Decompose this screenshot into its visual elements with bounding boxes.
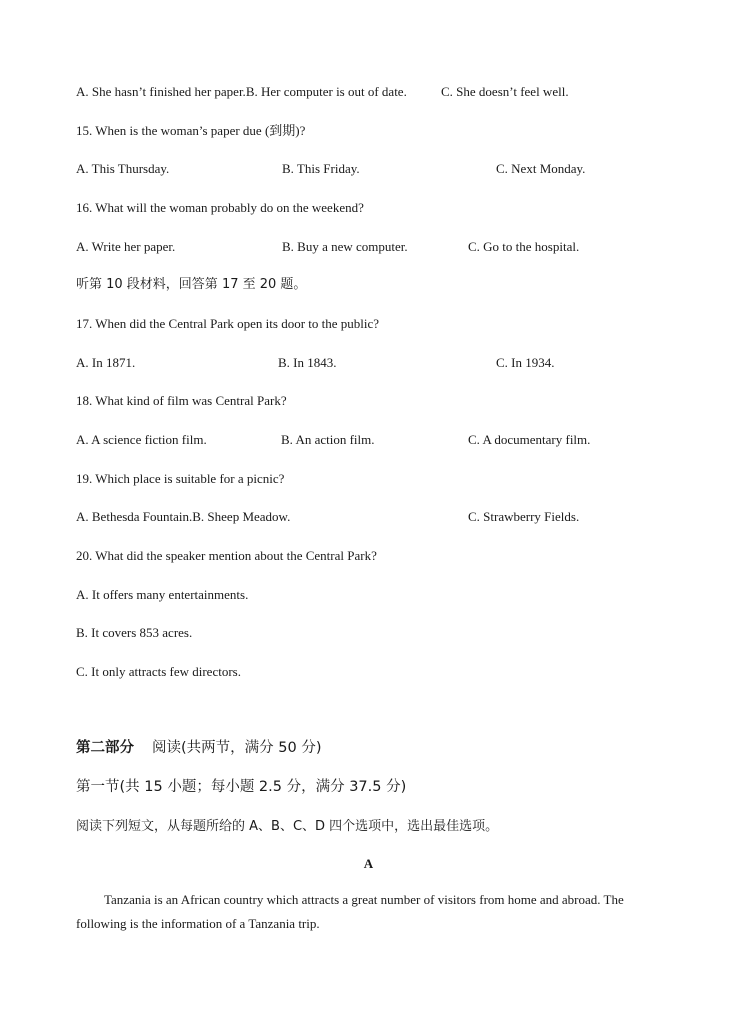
q14-option-c: C. She doesn’t feel well. (441, 84, 569, 99)
question-20: 20. What did the speaker mention about the Central Park? (76, 548, 377, 563)
listening-instruction: 听第 10 段材料，回答第 17 至 20 题。 (76, 277, 307, 292)
q14-option-b: B. Her computer is out of date. (245, 84, 407, 99)
reading-instruction: 阅读下列短文，从每题所给的 A、B、C、D 四个选项中，选出最佳选项。 (76, 819, 499, 834)
question-19: 19. Which place is suitable for a picnic? (76, 471, 285, 486)
question-14-options (76, 84, 407, 100)
section-one-heading (76, 778, 406, 796)
q15-option-b: B. This Friday. (282, 161, 360, 176)
question-16: 16. What will the woman probably do on the weekend? (76, 200, 364, 215)
q20-option-b: B. It covers 853 acres. (76, 625, 193, 640)
question-18: 18. What kind of film was Central Park? (76, 393, 287, 408)
question-17: 17. When did the Central Park open its door to the public? (76, 316, 380, 331)
q17-option-c: C. In 1934. (496, 355, 555, 370)
question-15: 15. When is the woman’s paper due (到期)? (76, 123, 306, 138)
q14-option-a: A. She hasn’t finished her paper. (76, 84, 246, 99)
passage-paragraph: Tanzania is an African country which attracts a great number of visitors from home and abroad. The following is the information of a Tanzania trip. (76, 892, 624, 931)
passage-letter: A (363, 856, 374, 871)
q15-option-c: C. Next Monday. (496, 161, 586, 176)
q20-option-a: A. It offers many entertainments. (76, 587, 249, 602)
q16-option-a: A. Write her paper. (76, 239, 176, 254)
question-19-options (76, 509, 290, 525)
q18-option-b: B. An action film. (281, 432, 375, 447)
q19-option-c: C. Strawberry Fields. (468, 509, 580, 524)
part-two-title: 阅读(共两节，满分 50 分) (152, 740, 322, 756)
q19-option-a: A. Bethesda Fountain. (76, 509, 193, 524)
q18-option-a: A. A science fiction film. (76, 432, 207, 447)
q17-option-b: B. In 1843. (278, 355, 337, 370)
q19-option-b: B. Sheep Meadow. (192, 509, 291, 524)
part-two-label: 第二部分 (76, 740, 134, 756)
q16-option-b: B. Buy a new computer. (282, 239, 408, 254)
q18-option-c: C. A documentary film. (468, 432, 591, 447)
section-one-title: 第一节(共 15 小题；每小题 2.5 分，满分 37.5 分) (76, 779, 407, 795)
part-two-heading (76, 739, 321, 757)
q20-option-c: C. It only attracts few directors. (76, 664, 241, 679)
q16-option-c: C. Go to the hospital. (468, 239, 580, 254)
q17-option-a: A. In 1871. (76, 355, 136, 370)
q15-option-a: A. This Thursday. (76, 161, 170, 176)
